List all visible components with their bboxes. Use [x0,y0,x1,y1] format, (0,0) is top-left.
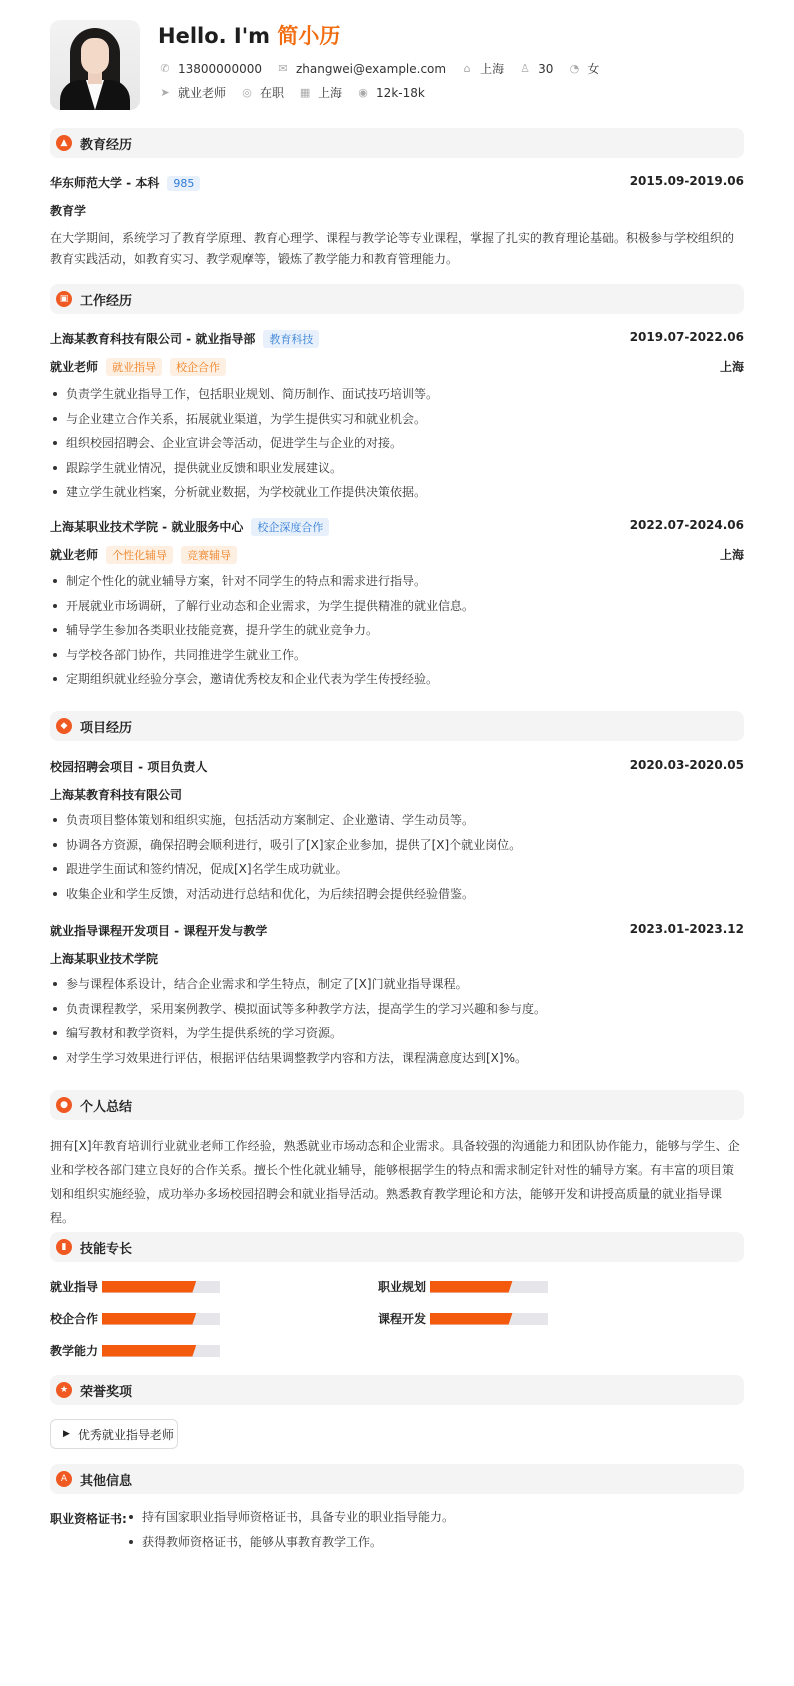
summary-line: 拥有[X]年教育培训行业就业老师工作经验，熟悉就业市场动态和企业需求。具备较强的沟通能力和团队协作能力，能够与学生、企 [50,1139,740,1153]
list-item: 定期组织就业经验分享会，邀请优秀校友和企业代表为学生传授经验。 [50,667,744,692]
play-icon: ▶ [63,1429,70,1439]
list-item: 负责学生就业指导工作，包括职业规划、简历制作、面试技巧培训等。 [50,382,744,407]
graduation-icon: ▲ [56,135,72,151]
project-name: 校园招聘会项目 - 项目负责人 [50,760,208,774]
section-project [50,711,744,741]
project-org: 上海某教育科技有限公司 [50,788,183,802]
role-tag: 个性化辅导 [106,546,173,564]
work-period: 2019.07-2022.06 [629,330,744,344]
phone-text: 13800000000 [178,61,262,76]
list-item: 辅导学生参加各类职业技能竞赛，提升学生的就业竞争力。 [50,618,744,643]
skill-name: 职业规划 [378,1280,427,1294]
skill-name: 就业指导 [50,1280,99,1294]
status-text: 在职 [260,86,285,100]
other-list [126,1505,726,1554]
work-city: 上海 [719,360,744,374]
role-name: 就业老师 [50,548,99,562]
skill-chart-icon: ▮ [56,1239,72,1255]
work-company-line [50,330,319,348]
resume-header [50,20,744,112]
summary-line: 程。 [50,1211,75,1225]
list-item: 与学校各部门协作，共同推进学生就业工作。 [50,643,744,668]
skill-fill [430,1313,513,1325]
list-item: 制定个性化的就业辅导方案，针对不同学生的特点和需求进行指导。 [50,569,744,594]
email-text: zhangwei@example.com [295,61,447,76]
role-tag: 校企合作 [170,358,226,376]
list-item: 负责项目整体策划和组织实施，包括活动方案制定、企业邀请、学生动员等。 [50,808,744,833]
skill-bar [102,1281,220,1293]
city-item [298,84,342,101]
list-item: 收集企业和学生反馈，对活动进行总结和优化，为后续招聘会提供经验借鉴。 [50,882,744,907]
list-item: 负责课程教学，采用案例教学、模拟面试等多种教学方法，提高学生的学习兴趣和参与度。 [50,997,744,1022]
person-icon: ● [56,1097,72,1113]
list-item: 跟踪学生就业情况，提供就业反馈和职业发展建议。 [50,456,744,481]
skill-item [50,1278,220,1295]
skill-fill [430,1281,513,1293]
home-icon: ⌂ [463,62,471,75]
other-label: 职业资格证书: [50,1512,127,1526]
medal-icon: ★ [56,1382,72,1398]
company-tag: 教育科技 [263,330,319,348]
skill-item [50,1342,220,1359]
section-title: 工作经历 [80,293,133,309]
section-title: 项目经历 [80,720,133,736]
send-icon: ➤ [160,86,170,99]
skill-bar [430,1281,548,1293]
skill-fill [102,1345,196,1357]
company-tag: 校企深度合作 [251,518,329,536]
list-item: 对学生学习效果进行评估，根据评估结果调整教学内容和方法，课程满意度达到[X]%。 [50,1046,744,1071]
list-item: 持有国家职业指导师资格证书，具备专业的职业指导能力。 [126,1505,726,1530]
list-item: 组织校园招聘会、企业宣讲会等活动，促进学生与企业的对接。 [50,431,744,456]
status-icon: ◎ [242,86,252,99]
greeting-title [158,20,340,50]
school-line [50,174,200,191]
building-icon: ▦ [299,86,311,99]
company-name: 上海某职业技术学院 - 就业服务中心 [50,520,244,534]
phone-item [158,62,262,76]
project-duties [50,808,744,906]
list-item: 获得教师资格证书，能够从事教育教学工作。 [126,1530,726,1555]
work-city: 上海 [719,548,744,562]
location-item [460,60,504,77]
work-role-line [50,358,226,376]
section-other [50,1464,744,1494]
section-honors [50,1375,744,1405]
location-text: 上海 [480,62,505,76]
gender-text: 女 [587,62,600,76]
skill-bar [102,1313,220,1325]
work-duties [50,569,744,692]
role-tag: 就业指导 [106,358,162,376]
section-summary [50,1090,744,1120]
list-item: 编写教材和教学资料，为学生提供系统的学习资源。 [50,1021,744,1046]
list-item: 参与课程体系设计，结合企业需求和学生特点，制定了[X]门就业指导课程。 [50,972,744,997]
mail-icon: ✉ [278,62,288,75]
work-company-line [50,518,329,536]
section-title: 其他信息 [80,1473,133,1489]
skill-bar [102,1345,220,1357]
school-name: 华东师范大学 - 本科 [50,176,160,190]
project-duties [50,972,744,1070]
skill-item [378,1278,548,1295]
job-text: 就业老师 [178,86,227,100]
skill-item [378,1310,548,1327]
project-org: 上海某职业技术学院 [50,952,159,966]
section-title: 教育经历 [80,137,133,153]
gender-icon: ◔ [569,62,580,75]
list-item: 协调各方资源，确保招聘会顺利进行，吸引了[X]家企业参加，提供了[X]个就业岗位。 [50,833,744,858]
summary-text [50,1134,744,1230]
skill-bar [430,1313,548,1325]
company-name: 上海某教育科技有限公司 - 就业指导部 [50,332,256,346]
list-item: 开展就业市场调研，了解行业动态和企业需求，为学生提供精准的就业信息。 [50,594,744,619]
section-title: 荣誉奖项 [80,1384,133,1400]
money-icon: ◉ [358,86,368,99]
contact-row [158,60,613,77]
role-tag: 竞赛辅导 [181,546,237,564]
section-skills [50,1232,744,1262]
gender-item [567,60,599,77]
briefcase-icon: ▣ [56,291,72,307]
list-item: 与企业建立合作关系，拓展就业渠道，为学生提供实习和就业机会。 [50,407,744,432]
project-icon: ◆ [56,718,72,734]
salary-item [356,86,425,100]
skill-item [50,1310,220,1327]
skill-name: 教学能力 [50,1344,99,1358]
honor-item[interactable] [50,1419,178,1449]
section-title: 个人总结 [80,1099,133,1115]
email-item [276,62,446,76]
intent-row [158,84,439,101]
city-text: 上海 [318,86,343,100]
section-title: 技能专长 [80,1241,133,1257]
age-text: 30 [538,61,554,76]
role-name: 就业老师 [50,360,99,374]
job-item [158,84,226,101]
project-name: 就业指导课程开发项目 - 课程开发与教学 [50,924,268,938]
skill-name: 课程开发 [378,1312,427,1326]
education-period: 2015.09-2019.06 [629,174,744,188]
skill-fill [102,1313,196,1325]
section-education [50,128,744,158]
age-icon: ♙ [520,62,531,75]
skill-fill [102,1281,196,1293]
avatar [50,20,140,110]
education-desc: 在大学期间，系统学习了教育学原理、教育心理学、课程与教学论等专业课程，掌握了扎实的教育理论基础。积极参与学校组织的教育实践活动，如教育实习、教学观摩等，锻炼了教学能力和教育管理能力。 [50,231,735,266]
project-period: 2020.03-2020.05 [629,758,744,772]
major: 教育学 [50,204,87,218]
work-duties [50,382,744,505]
status-item [240,84,284,101]
candidate-name: 简小历 [277,24,341,48]
greeting-text: Hello. I'm [158,24,278,48]
project-period: 2023.01-2023.12 [629,922,744,936]
work-period: 2022.07-2024.06 [629,518,744,532]
salary-text: 12k-18k [376,85,425,100]
summary-line: 业和学校各部门建立良好的合作关系。擅长个性化就业辅导，能够根据学生的特点和需求制定针对性的辅导方案。有丰富的项目策 [50,1163,735,1177]
work-role-line [50,546,237,564]
info-icon: A [56,1471,72,1487]
list-item: 建立学生就业档案，分析就业数据，为学校就业工作提供决策依据。 [50,480,744,505]
section-work [50,284,744,314]
summary-line: 划和组织实施经验，成功举办多场校园招聘会和就业指导活动。熟悉教育教学理论和方法，能够开发和讲授高质量的就业指导课 [50,1187,723,1201]
phone-icon: ✆ [160,62,170,75]
skill-name: 校企合作 [50,1312,99,1326]
honor-label: 优秀就业指导老师 [77,1427,174,1442]
age-item [518,62,553,76]
school-tag: 985 [167,176,200,191]
list-item: 跟进学生面试和签约情况，促成[X]名学生成功就业。 [50,857,744,882]
